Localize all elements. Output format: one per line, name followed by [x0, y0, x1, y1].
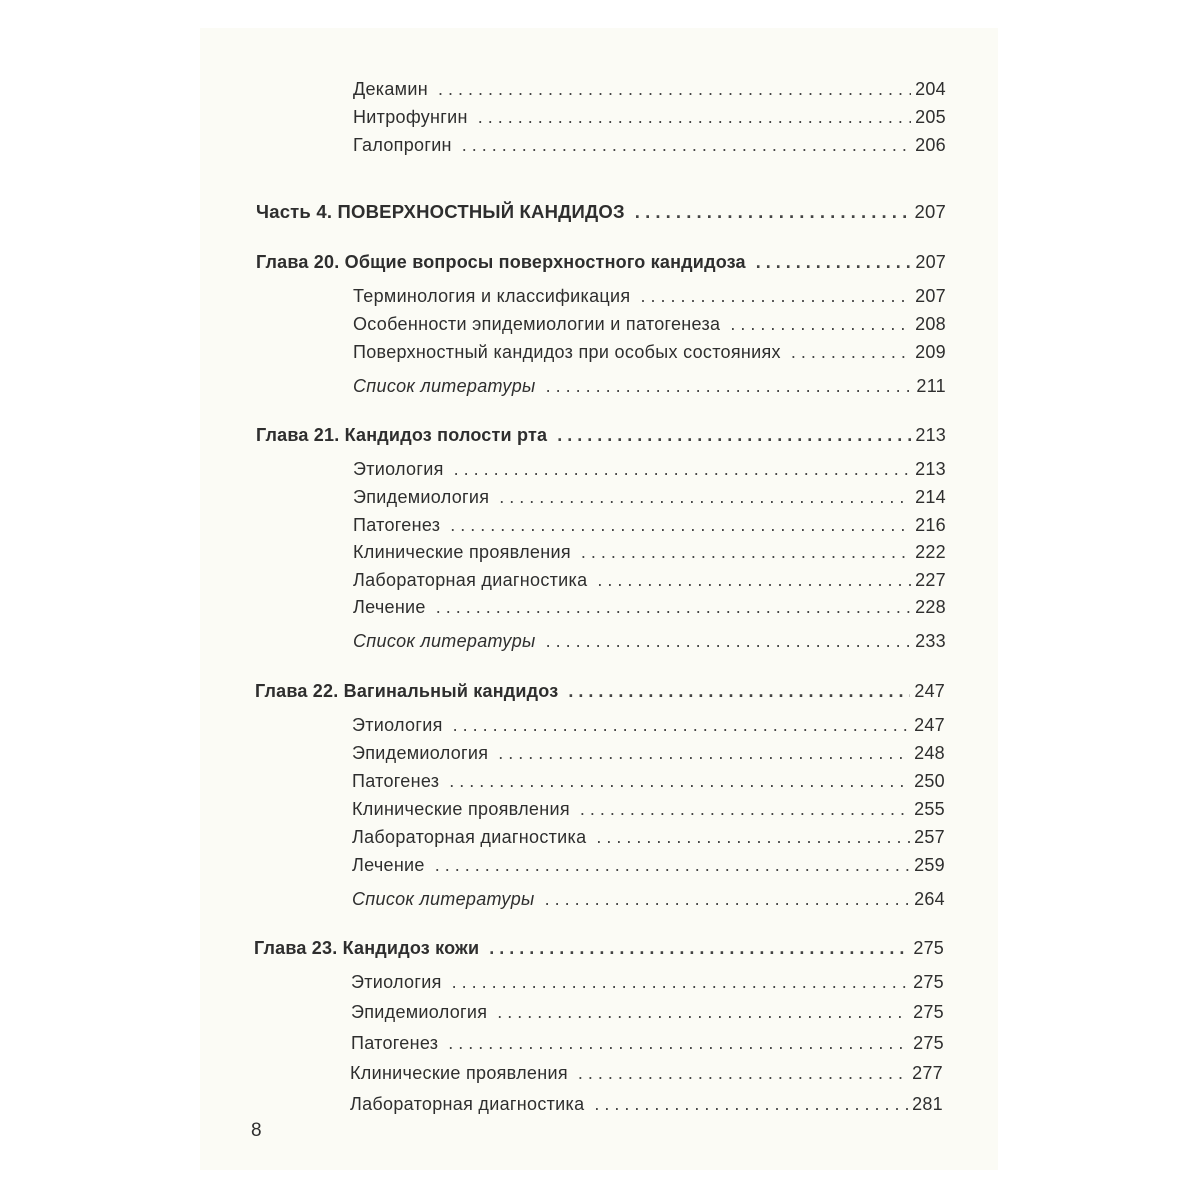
toc-entry — [353, 77, 946, 101]
toc-page-number: 216 — [915, 515, 946, 535]
toc-chapter-title: Глава 21. Кандидоз полости рта — [256, 425, 548, 445]
toc-part-heading — [256, 200, 946, 224]
toc-entry — [353, 312, 946, 336]
toc-page-number: 208 — [915, 314, 946, 334]
toc-page-number: 205 — [915, 107, 946, 127]
toc-page-number: 204 — [915, 79, 946, 99]
toc-page-number: 248 — [914, 743, 945, 763]
toc-entry-title: Клинические проявления — [352, 799, 570, 819]
toc-entry-title: Эпидемиология — [352, 743, 489, 763]
toc-entry — [353, 105, 946, 129]
toc-entry — [351, 970, 944, 994]
toc-page-number: 222 — [915, 542, 946, 562]
toc-dot-leader — [557, 423, 911, 447]
toc-entry-title: Терминология и классификация — [353, 286, 631, 306]
toc-dot-leader — [452, 970, 909, 994]
toc-entry — [350, 1061, 943, 1085]
toc-entry-title: Декамин — [353, 79, 428, 99]
toc-chapter-heading — [254, 936, 944, 960]
toc-entry — [351, 1031, 944, 1055]
toc-dot-leader — [578, 1061, 908, 1085]
toc-page-number: 259 — [914, 855, 945, 875]
toc-page-number: 211 — [916, 376, 946, 396]
toc-dot-leader — [596, 825, 910, 849]
toc-entry-title: Лабораторная диагностика — [350, 1094, 585, 1114]
toc-dot-leader — [450, 513, 911, 537]
toc-entry — [353, 133, 946, 157]
toc-page-number: 228 — [915, 597, 946, 617]
toc-page-number: 207 — [914, 201, 946, 222]
toc-entry-title: Эпидемиология — [351, 1002, 488, 1022]
book-page — [200, 28, 998, 1170]
toc-entry — [352, 713, 945, 737]
toc-page-number: 257 — [914, 827, 945, 847]
toc-entry-title: Список литературы — [353, 376, 536, 396]
toc-page-number: 281 — [912, 1094, 943, 1114]
toc-entry — [353, 457, 946, 481]
toc-page-number: 214 — [915, 487, 946, 507]
toc-entry — [353, 540, 946, 564]
toc-chapter-title: Глава 22. Вагинальный кандидоз — [255, 681, 559, 701]
toc-entry — [353, 340, 946, 364]
toc-page-number: 213 — [915, 459, 946, 479]
toc-page-number: 233 — [915, 631, 946, 651]
toc-dot-leader — [454, 457, 911, 481]
toc-entry-title: Лечение — [353, 597, 426, 617]
toc-entry-title: Патогенез — [351, 1033, 439, 1053]
toc-entry — [352, 797, 945, 821]
toc-entry-title: Этиология — [351, 972, 442, 992]
toc-dot-leader — [568, 679, 910, 703]
toc-dot-leader — [453, 713, 910, 737]
toc-dot-leader — [462, 133, 911, 157]
toc-page-number: 247 — [914, 681, 945, 701]
toc-page-number: 264 — [914, 889, 945, 909]
toc-dot-leader — [545, 887, 910, 911]
toc-entry — [353, 485, 946, 509]
toc-dot-leader — [438, 77, 911, 101]
toc-page-number: 207 — [915, 252, 946, 272]
toc-entry — [353, 568, 946, 592]
toc-entry-title: Клинические проявления — [353, 542, 571, 562]
toc-entry-title: Эпидемиология — [353, 487, 490, 507]
toc-page-number: 247 — [914, 715, 945, 735]
toc-entry-title: Список литературы — [352, 889, 535, 909]
toc-chapter-title: Глава 20. Общие вопросы поверхностного кандидоза — [256, 252, 746, 272]
toc-page-number: 275 — [913, 972, 944, 992]
toc-dot-leader — [580, 797, 910, 821]
toc-dot-leader — [597, 568, 911, 592]
toc-entry — [352, 741, 945, 765]
toc-chapter-heading — [256, 423, 946, 447]
toc-page-number: 275 — [913, 938, 944, 958]
toc-entry — [353, 513, 946, 537]
toc-page-number: 213 — [915, 425, 946, 445]
toc-entry-title: Поверхностный кандидоз при особых состояниях — [353, 342, 781, 362]
toc-dot-leader — [791, 340, 911, 364]
toc-entry-title: Клинические проявления — [350, 1063, 568, 1083]
toc-entry-title: Нитрофунгин — [353, 107, 468, 127]
toc-entry-title: Особенности эпидемиологии и патогенеза — [353, 314, 721, 334]
toc-entry-title: Лабораторная диагностика — [353, 570, 588, 590]
toc-page-number: 206 — [915, 135, 946, 155]
toc-dot-leader — [498, 741, 910, 765]
toc-dot-leader — [436, 595, 911, 619]
toc-chapter-heading — [256, 250, 946, 274]
toc-entry-references — [353, 374, 946, 398]
toc-dot-leader — [730, 312, 911, 336]
toc-dot-leader — [499, 485, 911, 509]
toc-dot-leader — [640, 284, 911, 308]
toc-page-number: 255 — [914, 799, 945, 819]
toc-page-number: 207 — [915, 286, 946, 306]
toc-entry — [351, 1000, 944, 1024]
page-number-footer: 8 — [251, 1120, 262, 1141]
toc-entry-title: Этиология — [353, 459, 444, 479]
toc-entry — [353, 595, 946, 619]
toc-dot-leader — [449, 769, 910, 793]
toc-dot-leader — [497, 1000, 909, 1024]
toc-page-number: 227 — [915, 570, 946, 590]
toc-dot-leader — [756, 250, 912, 274]
toc-chapter-title: Глава 23. Кандидоз кожи — [254, 938, 480, 958]
toc-dot-leader — [594, 1092, 908, 1116]
toc-entry-title: Галопрогин — [353, 135, 452, 155]
toc-page-number: 250 — [914, 771, 945, 791]
toc-entry-references — [352, 887, 945, 911]
toc-page-number: 275 — [913, 1002, 944, 1022]
toc-page-number: 275 — [913, 1033, 944, 1053]
toc-entry-title: Лабораторная диагностика — [352, 827, 587, 847]
toc-dot-leader — [478, 105, 911, 129]
toc-entry-title: Лечение — [352, 855, 425, 875]
toc-chapter-heading — [255, 679, 945, 703]
toc-entry — [350, 1092, 943, 1116]
toc-dot-leader — [435, 853, 910, 877]
toc-page-number: 277 — [912, 1063, 943, 1083]
toc-dot-leader — [546, 629, 911, 653]
toc-dot-leader — [546, 374, 913, 398]
toc-entry — [352, 769, 945, 793]
toc-entry-title: Этиология — [352, 715, 443, 735]
toc-entry — [352, 825, 945, 849]
toc-page-number: 209 — [915, 342, 946, 362]
toc-entry — [352, 853, 945, 877]
toc-dot-leader — [635, 200, 911, 224]
toc-entry-references — [353, 629, 946, 653]
toc-part-title: Часть 4. ПОВЕРХНОСТНЫЙ КАНДИДОЗ — [256, 201, 625, 222]
toc-dot-leader — [448, 1031, 909, 1055]
toc-entry-title: Список литературы — [353, 631, 536, 651]
toc-entry-title: Патогенез — [352, 771, 440, 791]
toc-entry-title: Патогенез — [353, 515, 441, 535]
toc-dot-leader — [489, 936, 909, 960]
toc-dot-leader — [581, 540, 911, 564]
toc-entry — [353, 284, 946, 308]
